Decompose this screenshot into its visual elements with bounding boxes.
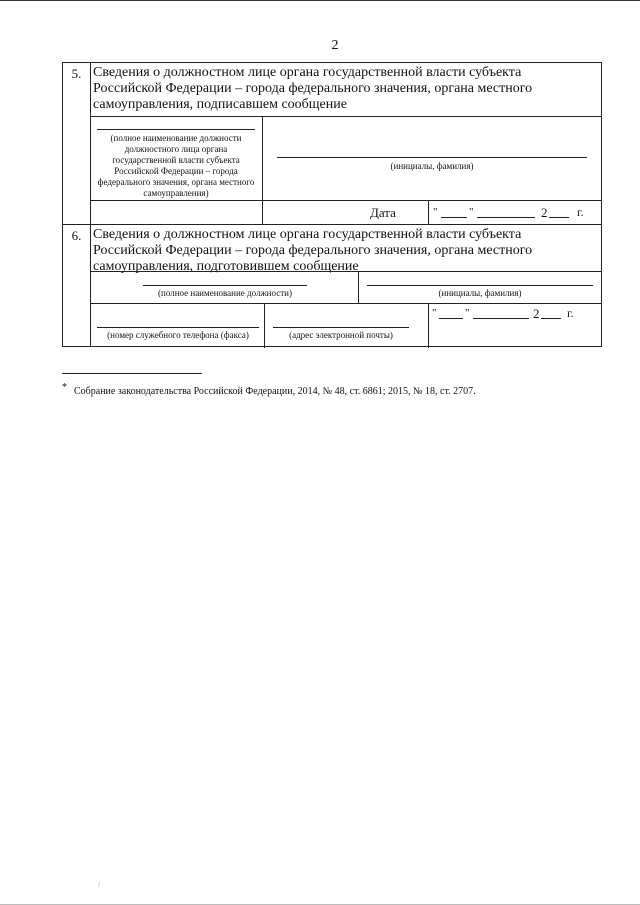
section-6-phone-caption: (номер служебного телефона (факса) <box>107 330 249 340</box>
section-6-email-cell[interactable] <box>265 304 429 348</box>
section-6-email-line <box>273 327 409 328</box>
section-5 <box>62 62 602 224</box>
section-5-date-quote-open: " <box>433 206 438 218</box>
section-5-date-label-cell <box>263 201 429 225</box>
section-5-date-year-blank[interactable] <box>549 206 569 218</box>
section-6-date-field[interactable] <box>429 304 601 348</box>
section-5-date-year-suffix: г. <box>577 205 584 219</box>
section-5-date-year-prefix: 2 <box>541 205 548 220</box>
section-6-date-year-prefix: 2 <box>533 306 540 321</box>
section-6-phone-line <box>97 327 259 328</box>
section-6-date-quote-close: " <box>465 307 470 319</box>
top-border <box>0 0 640 1</box>
section-6-title: Сведения о должностном лице органа государственной власти субъекта Российской Федерации – города федерального значения, органа местного самоуправления, подготовившем сообщение <box>93 227 533 274</box>
section-5-name-cell[interactable] <box>263 117 601 201</box>
section-6-signatory-row <box>91 271 601 304</box>
section-6-contact-row <box>91 303 601 348</box>
section-6-position-line <box>143 285 307 286</box>
section-5-title: Сведения о должностном лице органа государственной власти субъекта Российской Федерации – города федерального значения, органа местного самоуправления, подписавшем сообщение <box>93 65 533 112</box>
section-6 <box>62 224 602 347</box>
section-6-date-quote-open: " <box>432 307 437 319</box>
section-5-date-row <box>91 200 601 225</box>
section-6-number: 6. <box>63 225 91 347</box>
section-5-name-line <box>277 157 587 158</box>
footnote-separator <box>62 373 202 374</box>
section-6-email-caption: (адрес электронной почты) <box>289 330 393 340</box>
section-6-position-cell[interactable] <box>91 272 359 304</box>
section-6-date-month-blank[interactable] <box>473 307 529 319</box>
footnote-mark: * <box>62 382 67 393</box>
section-6-position-caption: (полное наименование должности) <box>158 288 292 298</box>
section-5-position-caption: (полное наименование должности должностного лица органа государственной власти субъекта Российской Федерации – города федерального значения, органа местного самоуправления) <box>97 133 255 198</box>
section-5-position-line <box>97 129 255 130</box>
section-6-date-year-suffix: г. <box>567 306 574 320</box>
section-6-phone-cell[interactable] <box>91 304 265 348</box>
page-number: 2 <box>331 38 339 53</box>
scan-mark: / <box>98 880 101 889</box>
section-6-name-cell[interactable] <box>359 272 601 304</box>
section-5-date-field[interactable] <box>429 201 601 225</box>
section-5-date-quote-close: " <box>469 206 474 218</box>
section-6-name-line <box>367 285 593 286</box>
section-5-date-day-blank[interactable] <box>441 206 467 218</box>
section-6-date-year-blank[interactable] <box>541 307 561 319</box>
section-5-name-caption: (инициалы, фамилия) <box>390 161 474 171</box>
section-5-date-month-blank[interactable] <box>477 206 535 218</box>
section-5-number: 5. <box>63 63 91 225</box>
section-5-empty-cell <box>91 201 263 225</box>
section-6-name-caption: (инициалы, фамилия) <box>438 288 522 298</box>
section-6-date-day-blank[interactable] <box>439 307 463 319</box>
section-5-date-label: Дата <box>370 205 396 220</box>
section-5-position-cell[interactable] <box>91 117 263 201</box>
footnote-text: Собрание законодательства Российской Федерации, 2014, № 48, ст. 6861; 2015, № 18, ст. 2707. <box>74 386 476 397</box>
section-5-signatory-row <box>91 116 601 201</box>
